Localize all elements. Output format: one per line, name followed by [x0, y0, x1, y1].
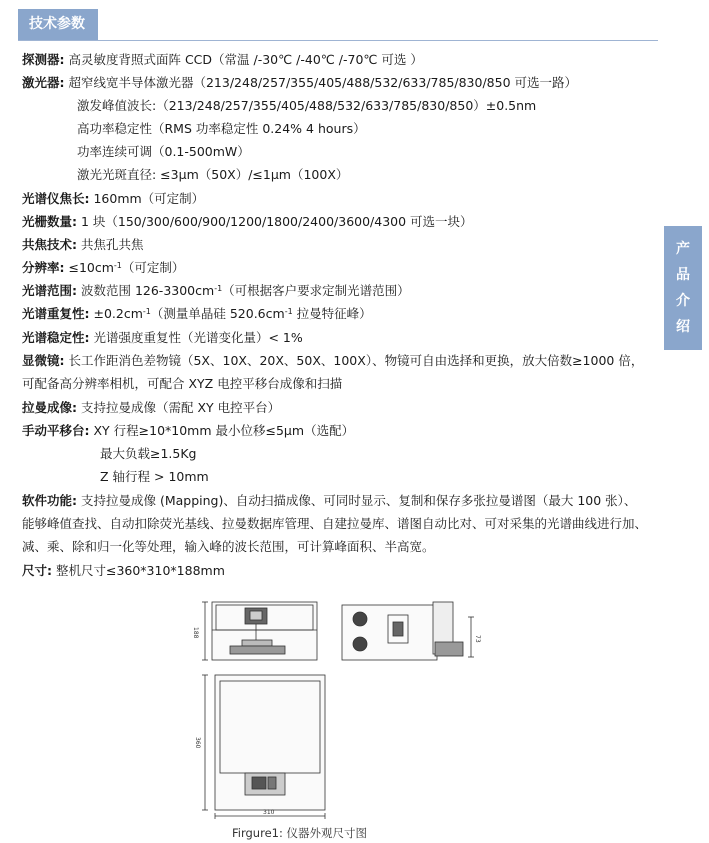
spec-resolution [22, 258, 184, 278]
side-tab-char-3: 介 [676, 293, 690, 309]
dim-side-label: 73 [474, 635, 481, 643]
side-tab-char-2: 品 [676, 267, 690, 283]
spec-value: 支持拉曼成像 (Mapping)、自动扫描成像、可同时显示、复制和保存多张拉曼谱图（最大 100 张）、 [77, 493, 637, 508]
spec-value: 1 块（150/300/600/900/1200/1800/2400/3600/4300 可选一块） [77, 214, 473, 229]
superscript: -1 [284, 307, 293, 316]
side-view [342, 602, 474, 660]
spec-stability [22, 328, 303, 348]
spec-value: 超窄线宽半导体激光器（213/248/257/355/405/488/532/633/785/830/850 可选一路） [64, 75, 578, 90]
spec-stage [22, 421, 354, 441]
spec-value: 波数范围 126-3300cm [77, 283, 215, 298]
front-view [202, 602, 317, 660]
section-divider [18, 40, 658, 41]
spec-detector [22, 50, 423, 70]
superscript: -1 [214, 284, 223, 293]
spec-value-suffix: （可根据客户要求定制光谱范围） [222, 283, 410, 298]
spec-label: 光谱范围: [22, 283, 77, 298]
spec-label: 显微镜: [22, 353, 65, 368]
spec-value: XY 行程≥10*10mm 最小位移≤5μm（选配） [89, 423, 355, 438]
spec-laser-spot: 激光光斑直径: ≤3μm（50X）/≤1μm（100X） [77, 167, 349, 182]
dim-depth-label: 360 [194, 737, 201, 749]
spec-label: 光栅数量: [22, 214, 77, 229]
spec-label: 手动平移台: [22, 423, 90, 438]
spec-repeatability [22, 304, 372, 324]
spec-laser-power: 功率连续可调（0.1-500mW） [77, 144, 250, 159]
spec-value: ≤10cm [64, 260, 114, 275]
spec-software [22, 491, 636, 511]
spec-label: 共焦技术: [22, 237, 77, 252]
dim-width-label: 310 [263, 809, 275, 816]
spec-microscope-cont: 可配备高分辨率相机，可配合 XYZ 电控平移台成像和扫描 [22, 376, 343, 391]
top-view [202, 675, 325, 819]
spec-label: 光谱重复性: [22, 306, 90, 321]
spec-value: 高灵敏度背照式面阵 CCD（常温 /-30℃ /-40℃ /-70℃ 可选 ） [64, 52, 423, 67]
spec-value-suffix: （可定制） [121, 260, 185, 275]
spec-laser-stability: 高功率稳定性（RMS 功率稳定性 0.24% 4 hours） [77, 121, 366, 136]
spec-label: 探测器: [22, 52, 65, 67]
spec-software-cont-2: 减、乘、除和归一化等处理，输入峰的波长范围，可计算峰面积、半高宽。 [22, 539, 435, 554]
spec-software-cont-1: 能够峰值查找、自动扣除荧光基线、拉曼数据库管理、自建拉曼库、谱图自动比对、可对采集的光谱曲线进行加、 [22, 516, 648, 531]
spec-range [22, 281, 410, 301]
spec-raman-imaging [22, 398, 280, 418]
spec-value: 整机尺寸≤360*310*188mm [52, 563, 225, 578]
spec-label: 拉曼成像: [22, 400, 77, 415]
product-intro-tab[interactable] [664, 226, 702, 350]
superscript: -1 [142, 307, 151, 316]
spec-focal [22, 189, 204, 209]
spec-label: 光谱仪焦长: [22, 191, 90, 206]
spec-laser [22, 73, 577, 93]
side-tab-char-4: 绍 [676, 319, 690, 335]
spec-value: 长工作距消色差物镜（5X、10X、20X、50X、100X）、物镜可自由选择和更换，放大倍数≥1000 倍， [64, 353, 644, 368]
spec-confocal [22, 235, 143, 255]
spec-label: 分辨率: [22, 260, 65, 275]
spec-value: 共焦孔共焦 [77, 237, 144, 252]
spec-laser-wavelength: 激发峰值波长:（213/248/257/355/405/488/532/633/785/830/850）±0.5nm [77, 98, 537, 113]
spec-value-suffix: 拉曼特征峰） [292, 306, 372, 321]
spec-label: 光谱稳定性: [22, 330, 90, 345]
spec-size [22, 561, 225, 581]
spec-value: 160mm（可定制） [89, 191, 205, 206]
side-tab-char-1: 产 [676, 241, 690, 257]
dim-height-label: 188 [192, 627, 199, 639]
superscript: -1 [113, 261, 122, 270]
spec-grating [22, 212, 473, 232]
spec-label: 激光器: [22, 75, 65, 90]
section-tag: 技术参数 [18, 9, 98, 40]
spec-label: 尺寸: [22, 563, 52, 578]
spec-value: ±0.2cm [89, 306, 143, 321]
spec-value: 光谱强度重复性（光谱变化量）< 1% [89, 330, 303, 345]
spec-value-mid: （测量单晶硅 520.6cm [150, 306, 285, 321]
spec-label: 软件功能: [22, 493, 77, 508]
instrument-dimension-drawing [190, 595, 490, 820]
figure-caption: Firgure1: 仪器外观尺寸图 [232, 826, 367, 840]
spec-value: 支持拉曼成像（需配 XY 电控平台） [77, 400, 281, 415]
spec-microscope [22, 351, 643, 371]
spec-stage-z: Z 轴行程 > 10mm [100, 469, 209, 484]
spec-stage-load: 最大负载≥1.5Kg [100, 446, 197, 461]
